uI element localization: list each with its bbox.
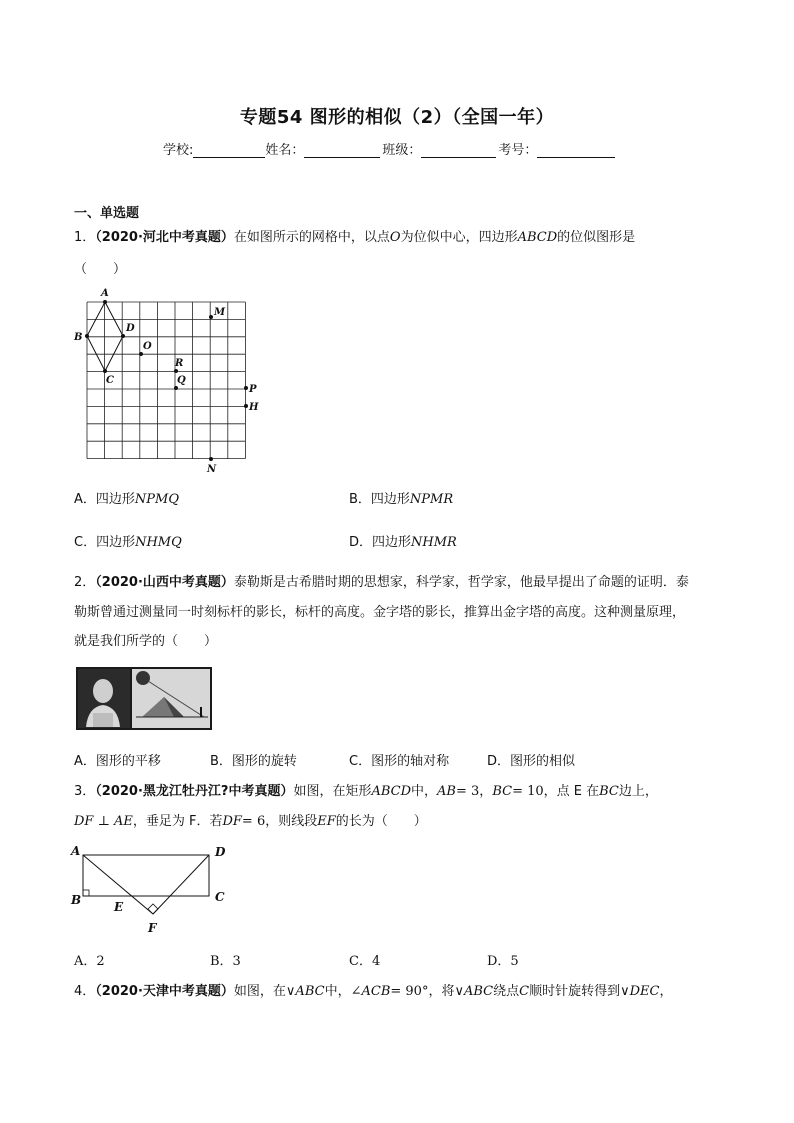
q1-label-c: C (106, 375, 114, 386)
q3-label-b: B (71, 893, 82, 907)
q4-point-c: C (519, 984, 530, 999)
q3-df: DF (74, 814, 94, 829)
q1-stem (74, 228, 635, 248)
q1-text: 在如图所示的网格中，以点 (233, 230, 390, 245)
q3-label-d: D (215, 845, 226, 859)
q2-source: （2020·山西中考真题） (95, 575, 234, 590)
q1-point-o: O (389, 230, 401, 245)
q3-t5: 边上， (618, 784, 658, 799)
q3-option-c[interactable]: C．4 (349, 954, 381, 969)
q3-t2: 中， (411, 784, 438, 799)
q4-tri-dec: ∨DEC (620, 984, 660, 999)
q1-label-o: O (143, 341, 152, 352)
q3-perp: ⊥ (93, 814, 114, 829)
q3-bc: BC (492, 784, 513, 799)
q1-option-a[interactable] (74, 488, 179, 507)
q3-option-a[interactable]: A．2 (74, 954, 105, 969)
number-blank (537, 143, 615, 158)
q1-option-b[interactable] (349, 488, 453, 507)
q1-option-b-val: NPMR (409, 492, 454, 507)
bust-head-shape (93, 679, 113, 703)
q1-label-a: A (101, 288, 109, 299)
q2-text1: 泰勒斯是古希腊时期的思想家，科学家，哲学家，他最早提出了命题的证明．泰 (233, 575, 689, 590)
q1-label-b: B (74, 332, 83, 343)
q3-t3: ， (479, 784, 493, 799)
q4-t5: 顺时针旋转得到 (529, 984, 621, 999)
q3-source: （2020·黑龙江牡丹江?中考真题） (95, 784, 294, 799)
q4-number: 4． (74, 984, 96, 999)
name-label: 姓名： (265, 143, 305, 158)
q1-option-b-key: B．四边形 (349, 492, 410, 507)
q2-option-a[interactable]: A．图形的平移 (74, 754, 161, 769)
q2-line2: 勒斯曾通过测量同一时刻标杆的影长，标杆的高度。金字塔的影长，推算出金字塔的高度。这种测量原理， (74, 605, 686, 620)
q3-eq1: = 3 (456, 784, 480, 799)
q1-option-a-key: A．四边形 (74, 492, 135, 507)
q1-option-a-val: NPMQ (134, 492, 179, 507)
class-blank (421, 143, 496, 158)
student-info-line (163, 139, 615, 158)
q3-eq3: = 6 (241, 814, 266, 829)
q3-ef: EF (317, 814, 336, 829)
q1-label-r: R (175, 358, 184, 369)
q4-tri-abc: ∨ABC (285, 984, 325, 999)
section-heading: 一、单选题 (74, 206, 140, 221)
q4-angle: ∠ACB (350, 984, 391, 999)
q4-t6: ， (659, 984, 673, 999)
sun-shape (136, 671, 150, 685)
class-label: 班级： (382, 143, 422, 158)
q3-abcd: ABCD (371, 784, 412, 799)
q1-grid-figure (70, 285, 270, 475)
q3-l2g: ，则线段 (265, 814, 318, 829)
q1-label-h: H (249, 402, 259, 413)
q3-t1: 如图，在矩形 (293, 784, 372, 799)
q2-line3: 就是我们所学的（ ） (74, 634, 218, 649)
q1-label-m: M (214, 307, 226, 318)
q3-line2 (74, 812, 427, 832)
q3-eq2: = 10 (512, 784, 544, 799)
q1-label-n: N (207, 464, 217, 475)
q3-bc2: BC (599, 784, 619, 799)
q3-l2d: ，垂足为 F．若 (132, 814, 223, 829)
q4-line1 (74, 982, 673, 1002)
q1-label-p: P (249, 384, 257, 395)
q3-option-d[interactable]: D．5 (487, 954, 519, 969)
number-label: 考号： (498, 143, 538, 158)
q2-line1 (74, 573, 689, 593)
q4-t2: 中， (324, 984, 351, 999)
q3-line1 (74, 782, 658, 802)
q1-option-c-val: NHMQ (135, 535, 182, 550)
q3-label-c: C (215, 890, 225, 904)
q1-label-q: Q (177, 375, 186, 386)
q1-option-d[interactable] (349, 531, 457, 550)
q4-tri-abc2: ∨ABC (454, 984, 494, 999)
q2-option-d[interactable]: D．图形的相似 (487, 754, 576, 769)
q1-abcd: ABCD (517, 230, 558, 245)
q1-option-c-key: C．四边形 (74, 535, 136, 550)
q3-option-b[interactable]: B．3 (210, 954, 241, 969)
q3-label-e: E (114, 900, 124, 914)
q2-option-b[interactable]: B．图形的旋转 (210, 754, 297, 769)
q1-option-c[interactable] (74, 531, 182, 550)
q1-label-d: D (126, 323, 135, 334)
q1-text2: 为位似中心，四边形 (400, 230, 518, 245)
q1-option-d-key: D．四边形 (349, 535, 412, 550)
q2-option-c[interactable]: C．图形的轴对称 (349, 754, 450, 769)
q4-source: （2020·天津中考真题） (95, 984, 234, 999)
q2-photo-figure (76, 667, 212, 730)
q4-t1: 如图，在 (233, 984, 286, 999)
q3-number: 3． (74, 784, 96, 799)
q4-t3: ，将 (428, 984, 455, 999)
q3-t4: ，点 E 在 (543, 784, 600, 799)
school-label: 学校: (163, 143, 194, 158)
q3-ae: AE (113, 814, 133, 829)
q4-t4: 绕点 (493, 984, 520, 999)
page-title: 专题54 图形的相似（2）（全国一年） (239, 107, 555, 128)
school-blank (193, 143, 265, 158)
q4-eq: = 90° (390, 984, 429, 999)
q3-df2: DF (222, 814, 242, 829)
q3-l2i: 的长为（ ） (335, 814, 427, 829)
q1-source: （2020·河北中考真题） (95, 230, 234, 245)
q1-text3: 的位似图形是 (557, 230, 636, 245)
q3-ab: AB (437, 784, 456, 799)
q3-label-a: A (71, 844, 81, 858)
q2-number: 2． (74, 575, 96, 590)
q3-rectangle-figure (66, 840, 236, 940)
q1-option-d-val: NHMR (411, 535, 457, 550)
q1-number: 1． (74, 230, 96, 245)
q3-label-f: F (148, 921, 157, 935)
name-blank (304, 143, 380, 158)
q1-paren: （ ） (74, 262, 127, 277)
